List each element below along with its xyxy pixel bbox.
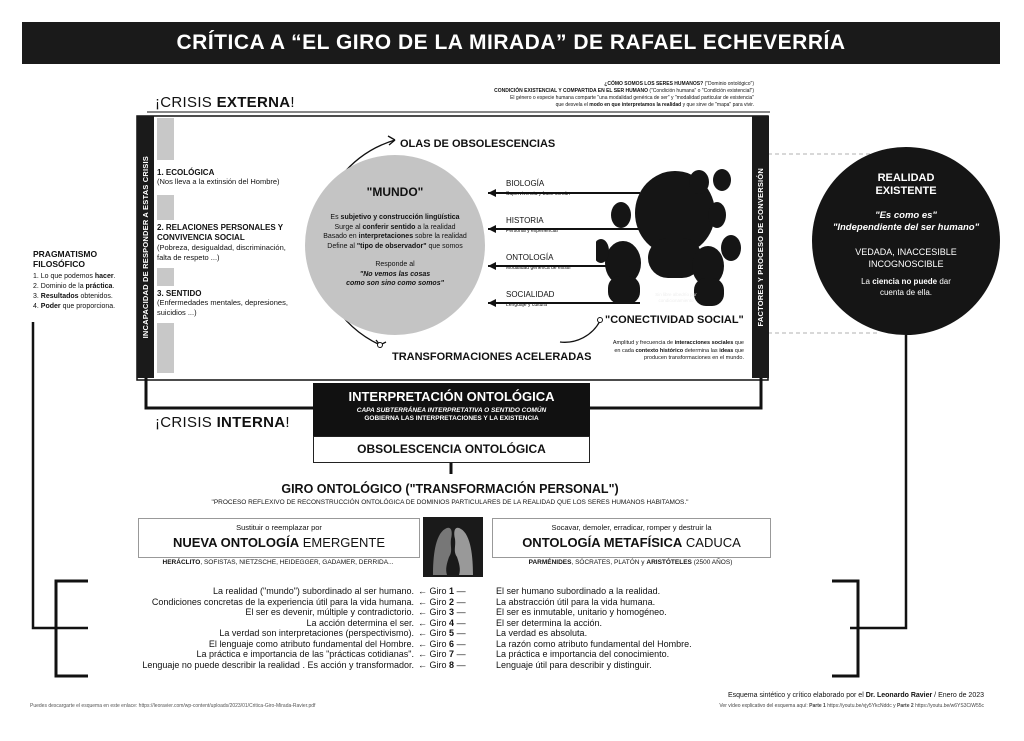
giro-left-8: Lenguaje no puede describir la realidad . Es acción y transformador. — [142, 659, 414, 670]
ontologia-metafisica-box: Socavar, demoler, erradicar, romper y destruir la ONTOLOGÍA METAFÍSICA CADUCA — [492, 518, 771, 558]
giro-left-5: La verdad son interpretaciones (perspectivismo). — [219, 628, 414, 638]
grey-bar — [157, 268, 174, 286]
giro-ontologico-subtitle: "PROCESO REFLEXIVO DE RECONSTRUCCIÓN ONTOLÓGICA DE DOMINIOS PARTICULARES DE LA REALIDAD QUE LOS SERES HUMANOS HABITAMOS." — [211, 499, 689, 506]
obsolescencia-ontologica-box: OBSOLESCENCIA ONTOLÓGICA — [313, 436, 590, 463]
giro-left-3: El ser es devenir, múltiple y contradictorio. — [245, 607, 414, 617]
arrow-left-icon: ← — [418, 596, 427, 607]
giro-number-row: ← Giro 2 — — [418, 596, 466, 607]
realidad-existente-circle: REALIDAD EXISTENTE "Es como es" "Independiente del ser humano" VEDADA, INACCESIBLE INCOGNOSCIBLE La ciencia no puede dar cuenta de ella. — [812, 147, 1000, 335]
giro-number-row: ← Giro 5 — — [418, 628, 466, 638]
dominio-socialidad: SOCIALIDAD Lenguaje y cultura — [506, 290, 555, 308]
giro-right-8: Lenguaje útil para describir y distinguir. — [496, 659, 652, 670]
sin-libre-albedrio-label: Sin libre albedrío por condicionamiento — [655, 292, 697, 303]
nueva-ontologia-box: Sustituir o reemplazar por NUEVA ONTOLOGÍA EMERGENTE — [138, 518, 420, 558]
giro-right-5: La verdad es absoluta. — [496, 628, 588, 638]
arrow-left-icon: ← — [418, 638, 427, 649]
giro-number-row: ← Giro 8 — — [418, 659, 466, 670]
arrow-left-icon: ← — [418, 628, 427, 638]
pragmatismo: PRAGMATISMO FILOSÓFICO 1. Lo que podemos hacer. 2. Dominio de la práctica. 3. Resultados obtenidos. 4. Poder que proporciona. — [33, 249, 116, 310]
arrow-left-icon: ← — [418, 607, 427, 617]
top-note: ¿CÓMO SOMOS LOS SERES HUMANOS? ("Dominio ontológico") CONDICIÓN EXISTENCIAL Y COMPARTIDA EN EL SER HUMANO ("Condición humana" o "Condición existencial") El género o especie humana comparte "una modalidad genérica de ser" y "modalidad particular de existencia" que desvela el modo en que interpretamos la realidad y que sirve de "mapa" para vivir. — [494, 81, 754, 108]
dominio-ontologia: ONTOLOGÍA Modalidad genérica de existir — [506, 253, 572, 271]
giro-number-row: ← Giro 1 — — [418, 586, 466, 596]
crisis-item-relaciones: 2. RELACIONES PERSONALES Y CONVIVENCIA SOCIAL (Pobreza, desigualdad, discriminación, falta de respeto ...) — [157, 223, 286, 262]
footer-download-link[interactable]: Puedes descargarte el esquema en este enlace: https://leoravier.com/wp-content/uploads/2023/01/Critica-Giro-Mirada-Ravier.pdf — [30, 703, 316, 709]
arrow-left-icon: ← — [418, 649, 427, 659]
arrow-left-icon: ← — [418, 617, 427, 628]
crisis-item-ecologica: 1. ECOLÓGICA (Nos lleva a la extinsión del Hombre) — [157, 168, 280, 186]
page-title: CRÍTICA A “EL GIRO DE LA MIRADA” DE RAFAEL ECHEVERRÍA — [22, 22, 1000, 64]
giro-right-4: El ser determina la acción. — [496, 617, 603, 628]
giro-right-6: La razón como atributo fundamental del Hombre. — [496, 638, 692, 649]
olas-label: OLAS DE OBSOLESCENCIAS — [400, 138, 556, 150]
giro-left-2: Condiciones concretas de la experiencia útil para la vida humana. — [151, 596, 414, 607]
left-vertical-bar: INCAPACIDAD DE RESPONDER A ESTAS CRISIS — [137, 116, 154, 378]
giro-left-6: El lenguaje como atributo fundamental del Hombre. — [208, 638, 414, 649]
giro-right-1: El ser humano subordinado a la realidad. — [496, 586, 661, 596]
giro-left-1: La realidad ("mundo") subordinado al ser humano. — [212, 586, 414, 596]
arrow-left-icon: ← — [418, 659, 427, 670]
conectividad-desc: Amplitud y frecuencia de interacciones sociales que en cada contexto histórico determina las ideas que producen transformaciones en el mundo. — [612, 340, 744, 361]
footer-credit: Esquema sintético y crítico elaborado por el Dr. Leonardo Ravier / Enero de 2023 — [727, 692, 984, 699]
footer-video-links[interactable]: Ver vídeo explicativo del esquema aquí: Parte 1 https://youtu.be/vjy5YkcNddc y Parte 2 https://youtu.be/w6YS3CiW55c — [719, 703, 984, 709]
heads-silhouette-illustration — [596, 168, 752, 312]
giro-right-7: La práctica e importancia del conocimiento. — [496, 649, 670, 659]
crisis-interna-label: ¡CRISIS INTERNA! — [155, 414, 290, 431]
giro-number-row: ← Giro 4 — — [418, 617, 466, 628]
grey-bar — [157, 323, 174, 373]
grey-bar — [157, 195, 174, 220]
grey-bar — [157, 118, 174, 160]
interpretacion-ontologica-box: INTERPRETACIÓN ONTOLÓGICA CAPA SUBTERRÁNEA INTERPRETATIVA O SENTIDO COMÚN GOBIERNA LAS INTERPRETACIONES Y LA EXISTENCIA — [313, 383, 590, 436]
arrow-left-icon: ← — [418, 586, 427, 596]
giro-number-row: ← Giro 3 — — [418, 607, 466, 617]
nueva-ontologia-authors: HERÁCLITO, SOFISTAS, NIETZSCHE, HEIDEGGER, GADAMER, DERRIDA... — [162, 559, 394, 566]
crisis-item-sentido: 3. SENTIDO (Enfermedades mentales, depresiones, suicidios ...) — [157, 289, 288, 317]
transformaciones-label: TRANSFORMACIONES ACELERADAS — [392, 351, 592, 363]
mundo-circle: "MUNDO" Es subjetivo y construcción lingüística Surge al conferir sentido a la realidad Basado en interpretaciones sobre la realidad Define al "tipo de observador" que somos Responde al "No vemos las cosas como son sino como somos" — [305, 155, 485, 335]
giro-right-2: La abstracción útil para la vida humana. — [496, 596, 656, 607]
two-faces-icon — [423, 517, 483, 577]
giro-ontologico-title: GIRO ONTOLÓGICO ("TRANSFORMACIÓN PERSONAL") — [281, 482, 619, 496]
crisis-externa-label: ¡CRISIS EXTERNA! — [155, 94, 295, 111]
giro-left-7: La práctica e importancia de las "prácticas cotidianas". — [196, 649, 414, 659]
giros-center-column — [418, 586, 496, 670]
dominio-biologia: BIOLOGÍA Supervivencia y base común — [506, 179, 570, 197]
conectividad-label: "CONECTIVIDAD SOCIAL" — [605, 314, 744, 326]
giros-right-column — [496, 586, 816, 670]
dominio-historia: HISTORIA Personal y experiencial — [506, 216, 558, 234]
giro-right-3: El ser es inmutable, unitario y homogéneo. — [496, 607, 667, 617]
giro-number-row: ← Giro 6 — — [418, 638, 466, 649]
giro-number-row: ← Giro 7 — — [418, 649, 466, 659]
giro-left-4: La acción determina el ser. — [306, 617, 414, 628]
ontologia-metafisica-authors: PARMÉNIDES, SÓCRATES, PLATÓN y ARISTÓTELES (2500 AÑOS) — [528, 559, 733, 566]
giros-left-column — [70, 586, 414, 670]
right-vertical-bar: FACTORES Y PROCESO DE CONVERSIÓN — [752, 116, 769, 378]
